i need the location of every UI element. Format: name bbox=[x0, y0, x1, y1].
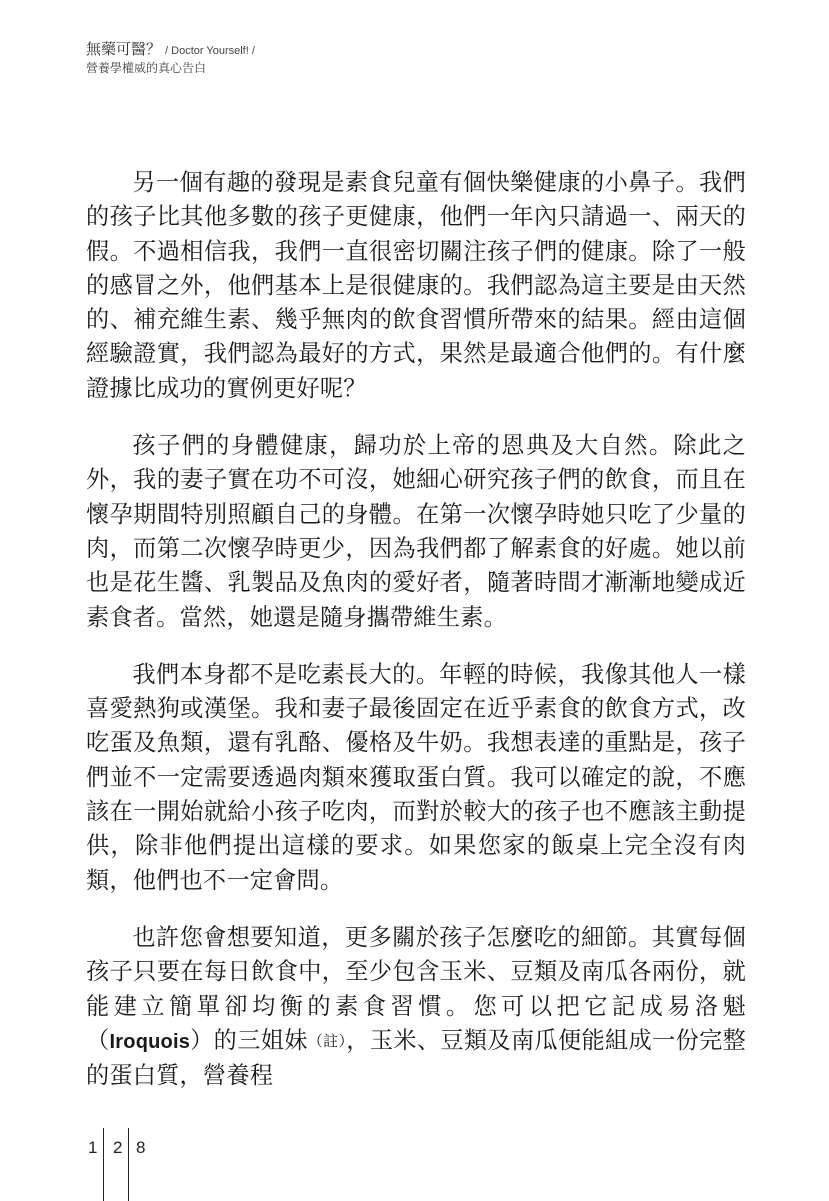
iroquois-term: Iroquois bbox=[109, 1030, 191, 1053]
paragraph-4-part-3: ，玉米、豆類及南瓜便能組成一份完整的蛋白質，營養程 bbox=[86, 1026, 747, 1090]
page-digit-1: 1 bbox=[88, 1138, 98, 1157]
paragraph-4-part-2: ）的三姐妹 bbox=[190, 1026, 308, 1054]
book-subtitle: / Doctor Yourself! / bbox=[165, 45, 255, 57]
page-divider-2 bbox=[128, 1128, 129, 1201]
paragraph-3: 我們本身都不是吃素長大的。年輕的時候，我像其他人一樣喜愛熱狗或漢堡。我和妻子最後固定在近乎素食的飲食方式，改吃蛋及魚類，還有乳酪、優格及牛奶。我想表達的重點是，孩子們並不一定需要透過肉類來獲取蛋白質。我可以確定的說，不應該在一開始就給小孩子吃肉，而對於較大的孩子也不應該主動提供，除非他們提出這樣的要求。如果您家的飯桌上完全沒有肉類，他們也不一定會問。 bbox=[86, 660, 746, 894]
header-title-row bbox=[86, 40, 255, 59]
running-header bbox=[86, 40, 255, 76]
page-digit-3: 8 bbox=[136, 1138, 146, 1157]
paragraph-2: 孩子們的身體健康，歸功於上帝的恩典及大自然。除此之外，我的妻子實在功不可沒，她細心研究孩子們的飲食，而且在懷孕期間特別照顧自己的身體。在第一次懷孕時她只吃了少量的肉，而第二次懷孕時更少，因為我們都了解素食的好處。她以前也是花生醬、乳製品及魚肉的愛好者，隨著時間才漸漸地變成近素食者。當然，她還是隨身攜帶維生素。 bbox=[86, 432, 746, 631]
page-digit-2: 2 bbox=[113, 1138, 123, 1157]
book-title: 無藥可醫？ bbox=[86, 40, 162, 58]
body-text bbox=[86, 166, 746, 1093]
book-tagline: 營養學權威的真心告白 bbox=[86, 60, 207, 75]
footnote-marker: （註） bbox=[307, 1031, 347, 1050]
page-divider-1 bbox=[103, 1128, 104, 1201]
paragraph-4 bbox=[86, 921, 746, 1093]
paragraph-1: 另一個有趣的發現是素食兒童有個快樂健康的小鼻子。我們的孩子比其他多數的孩子更健康，他們一年內只請過一、兩天的假。不過相信我，我們一直很密切關注孩子們的健康。除了一般的感冒之外，他們基本上是很健康的。我們認為這主要是由天然的、補充維生素、幾乎無肉的飲食習慣所帶來的結果。經由這個經驗證實，我們認為最好的方式，果然是最適合他們的。有什麼證據比成功的實例更好呢？ bbox=[86, 169, 746, 402]
paragraph-4-part-1: 也許您會想要知道，更多關於孩子怎麼吃的細節。其實每個孩子只要在每日飲食中，至少包含玉米、豆類及南瓜各兩份，就能建立簡單卻均衡的素食習慣。您可以把它記成易洛魁（ bbox=[86, 923, 746, 1054]
